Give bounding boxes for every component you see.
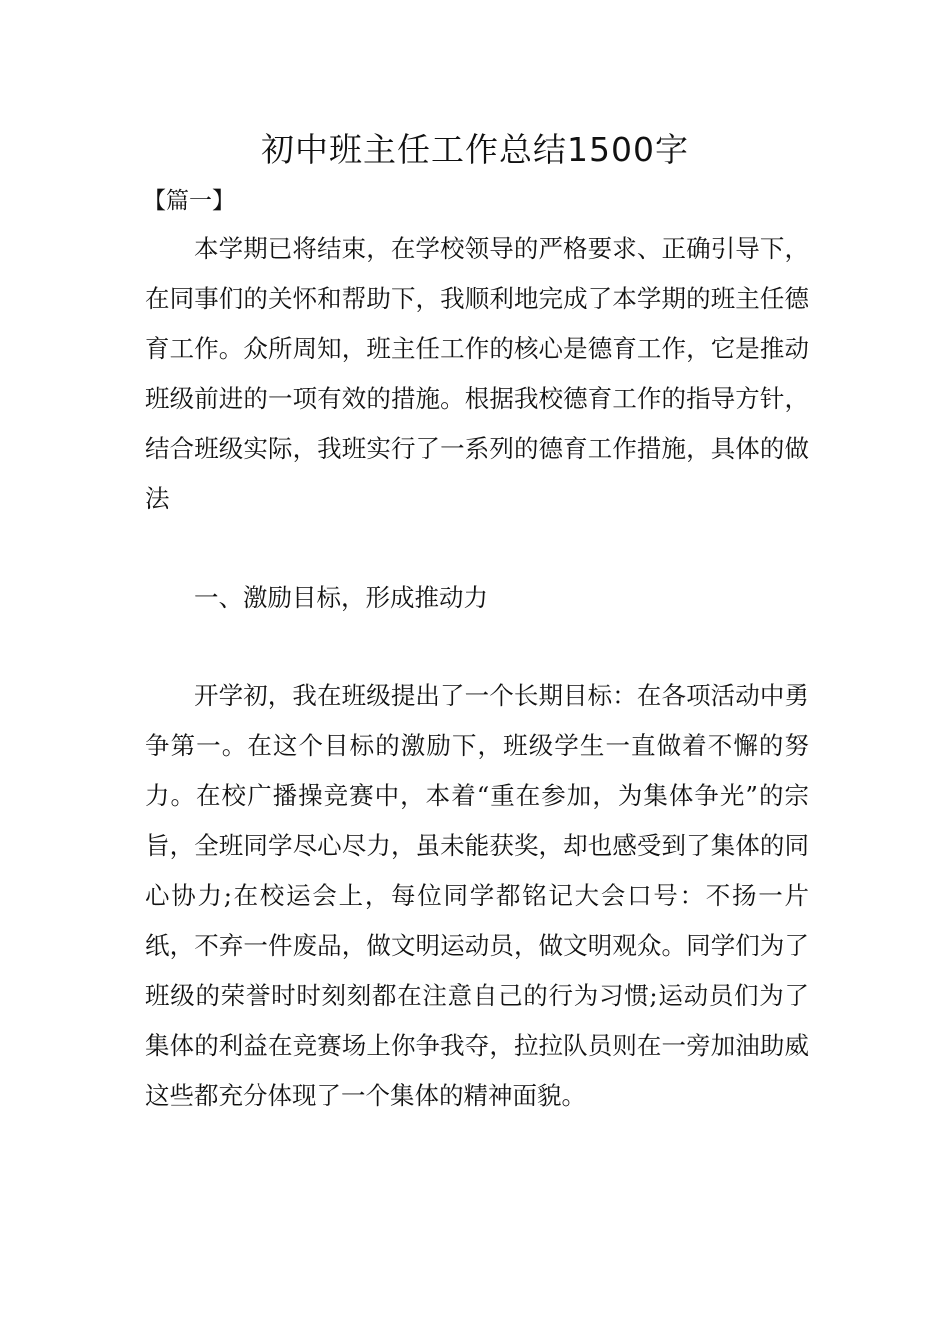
section-label: 【篇一】 [143, 188, 235, 214]
body-paragraph-1: 本学期已将结束，在学校领导的严格要求、正确引导下，在同事们的关怀和帮助下，我顺利地完成了本学期的班主任德育工作。众所周知，班主任工作的核心是德育工作，它是推动班级前进的一项有效的措施。根据我校德育工作的指导方针，结合班级实际，我班实行了一系列的德育工作措施，具体的做法 [145, 234, 809, 513]
body-paragraph-2: 开学初，我在班级提出了一个长期目标：在各项活动中勇争第一。在这个目标的激励下，班级学生一直做着不懈的努力。在校广播操竞赛中，本着“重在参加，为集体争光”的宗旨，全班同学尽心尽力，虽未能获奖，却也感受到了集体的同心协力;在校运会上，每位同学都铭记大会口号：不扬一片纸，不弃一件废品，做文明运动员，做文明观众。同学们为了班级的荣誉时时刻刻都在注意自己的行为习惯;运动员们为了集体的利益在竞赛场上你争我夺，拉拉队员则在一旁加油助威这些都充分体现了一个集体的精神面貌。 [145, 681, 809, 1110]
section-heading-1: 一、激励目标，形成推动力 [194, 583, 488, 612]
page-title: 初中班主任工作总结1500字 [261, 130, 689, 169]
